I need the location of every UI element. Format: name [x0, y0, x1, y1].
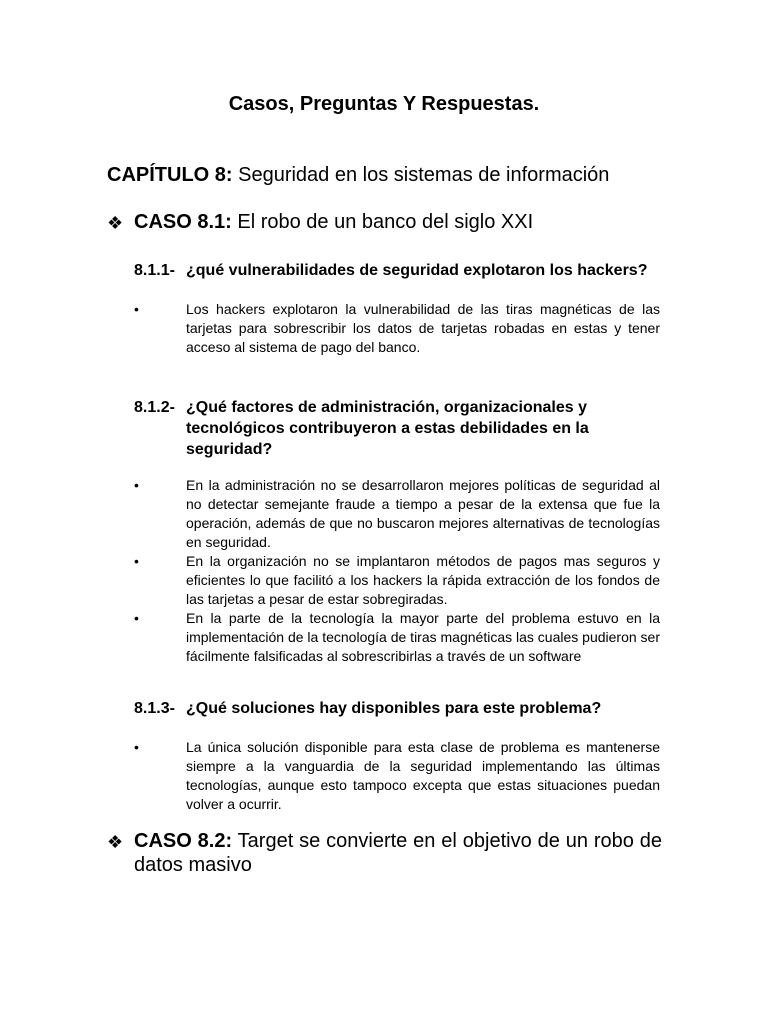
bullet-icon: • [134, 553, 139, 569]
answer-text: En la organización no se implantaron métodos de pagos mas seguros y eficientes lo que facilitó a los hackers la rápida extracción de los fondos de las tarjetas a pesar de estar sobregiradas. [186, 553, 660, 607]
question-text: ¿qué vulnerabilidades de seguridad explotaron los hackers? [186, 262, 648, 279]
answer-text: Los hackers explotaron la vulnerabilidad de las tiras magnéticas de las tarjetas para sobrescribir los datos de tarjetas robadas en estas y tener acceso al sistema de pago del banco. [186, 301, 660, 355]
question-text: ¿Qué factores de administración, organizacionales y tecnológicos contribuyeron a estas debilidades en la seguridad? [186, 399, 589, 458]
question-number: 8.1.2- [134, 399, 175, 416]
chapter-label: CAPÍTULO 8: [107, 164, 233, 186]
question-text: ¿Qué soluciones hay disponibles para este problema? [186, 700, 602, 717]
answer-text: En la parte de la tecnología la mayor parte del problema estuvo en la implementación de la tecnología de tiras magnéticas las cuales pudieron ser fácilmente falsificadas al sobrescribirlas a través de un software [186, 610, 660, 664]
case-heading-8-1 [107, 210, 662, 234]
diamond-bullet-icon: ❖ [107, 213, 124, 233]
case-title: Target se convierte en el objetivo de un robo de datos masivo [134, 830, 662, 876]
answer-list-8-1-3 [134, 738, 660, 814]
question-8-1-1 [134, 260, 654, 281]
case-title: El robo de un banco del siglo XXI [231, 211, 534, 233]
diamond-bullet-icon: ❖ [107, 832, 124, 852]
case-heading-8-2 [107, 829, 662, 877]
list-item [134, 609, 660, 666]
chapter-heading [107, 163, 609, 187]
answer-text: En la administración no se desarrollaron mejores políticas de seguridad al no detectar semejante fraude a tiempo a pesar de la extensa que fue la operación, además de que no buscaron mejores alternativas de tecnologías en seguridad. [186, 477, 660, 550]
document-title: Casos, Preguntas Y Respuestas. [228, 93, 540, 115]
answer-list-8-1-2 [134, 476, 660, 666]
bullet-icon: • [134, 301, 139, 317]
list-item [134, 300, 660, 357]
answer-list-8-1-1 [134, 300, 660, 357]
bullet-icon: • [134, 477, 139, 493]
list-item [134, 476, 660, 552]
question-number: 8.1.1- [134, 262, 175, 279]
question-8-1-2 [134, 397, 654, 460]
case-label: CASO 8.1: [134, 211, 232, 233]
answer-text: La única solución disponible para esta clase de problema es mantenerse siempre a la vanguardia de la seguridad implementando las últimas tecnologías, aunque esto tampoco excepta que estas situaciones puedan volver a ocurrir. [186, 739, 660, 812]
bullet-icon: • [134, 739, 139, 755]
bullet-icon: • [134, 610, 139, 626]
list-item [134, 552, 660, 609]
list-item [134, 738, 660, 814]
question-8-1-3 [134, 698, 654, 719]
case-label: CASO 8.2: [134, 830, 233, 852]
chapter-text: Seguridad en los sistemas de información [232, 164, 610, 186]
question-number: 8.1.3- [134, 700, 175, 717]
